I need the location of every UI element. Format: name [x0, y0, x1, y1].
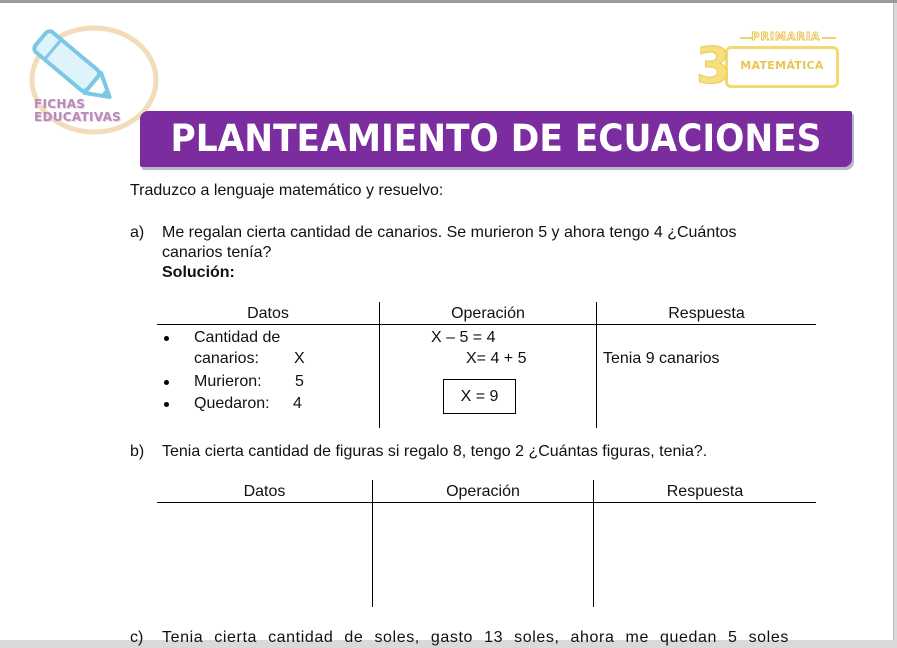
table-a-header-datos: Datos [247, 305, 289, 322]
table-a-divider-2 [596, 302, 597, 428]
badge-level-label: PRIMARIA [751, 30, 821, 43]
problem-a-letter: a) [130, 224, 145, 241]
problem-a-line2: canarios tenía? [162, 244, 272, 261]
table-a-header-operacion: Operación [451, 305, 525, 322]
table-b-header-respuesta: Respuesta [666, 483, 744, 500]
brand-line2: EDUCATIVAS [34, 110, 122, 124]
dato-1-value: X [294, 350, 305, 367]
table-b-header-operacion: Operación [446, 483, 520, 500]
title-banner [140, 111, 852, 167]
dato-1-label-cont: canarios: [194, 350, 259, 367]
table-a-header-respuesta: Respuesta [668, 305, 745, 322]
page-title: PLANTEAMIENTO DE ECUACIONES [170, 117, 822, 160]
badge-subject-box [725, 46, 839, 88]
dato-2-value: 5 [295, 373, 304, 390]
brand-logo-text [34, 98, 121, 124]
brand-line1: FICHAS [34, 97, 86, 111]
problem-a-line1: Me regalan cierta cantidad de canarios. Se murieron 5 y ahora tengo 4 ¿Cuántos [162, 224, 737, 241]
operation-eq2: X= 4 + 5 [466, 350, 527, 367]
bullet [164, 336, 169, 341]
viewer-top-edge [0, 0, 897, 3]
table-a-header-rule [157, 324, 816, 325]
dato-3-value: 4 [293, 395, 302, 412]
answer-text: Tenia 9 canarios [603, 350, 720, 367]
instruction-text: Traduzco a lenguaje matemático y resuelvo: [130, 182, 444, 199]
bullet [164, 380, 169, 385]
operation-result-box: X = 9 [443, 379, 516, 414]
problem-b-letter: b) [130, 443, 145, 460]
dato-1-label: Cantidad de [194, 329, 281, 346]
table-b-divider-1 [372, 480, 373, 607]
badge-grade-number: 3 [696, 37, 731, 95]
solution-label: Solución: [162, 264, 235, 281]
bullet [164, 402, 169, 407]
problem-c-text: Tenia cierta cantidad de soles, gasto 13 soles, ahora me quedan 5 soles [162, 629, 789, 646]
table-b-divider-2 [593, 480, 594, 607]
operation-eq1: X – 5 = 4 [431, 329, 496, 346]
table-b-header-rule [157, 502, 816, 503]
dato-2-label: Murieron: [194, 373, 262, 390]
dato-3-label: Quedaron: [194, 395, 270, 412]
problem-c-letter: c) [130, 629, 144, 646]
problem-b-text: Tenia cierta cantidad de figuras si regalo 8, tengo 2 ¿Cuántas figuras, tenia?. [162, 443, 708, 460]
badge-subject-label: MATEMÁTICA [740, 59, 824, 72]
table-b-header-datos: Datos [243, 483, 286, 500]
table-a-divider-1 [379, 302, 380, 428]
